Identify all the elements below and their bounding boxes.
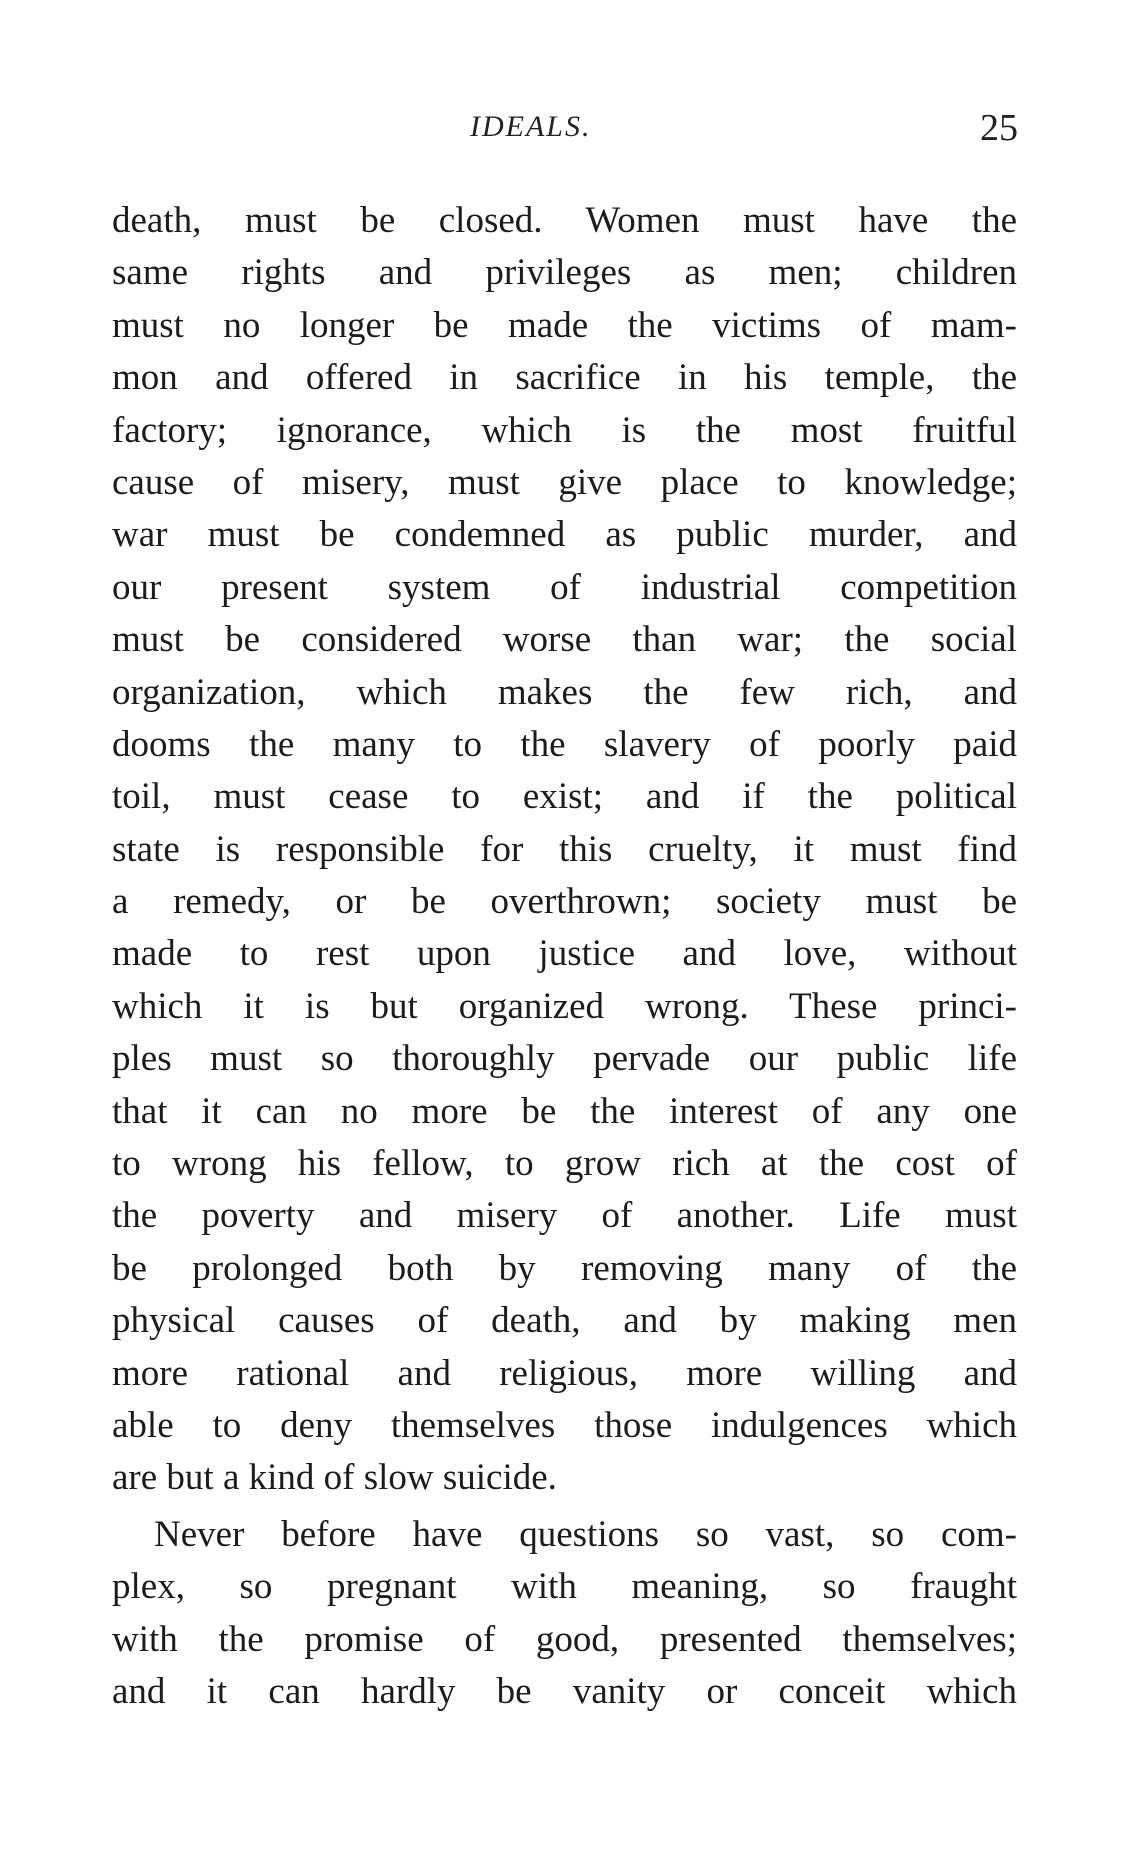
text-line: same rights and privileges as men; children <box>112 252 1017 294</box>
running-title: IDEALS. <box>470 110 592 143</box>
text-line: must no longer be made the victims of mam- <box>112 304 1017 346</box>
text-line: our present system of industrial competition <box>112 566 1017 608</box>
text-line: a remedy, or be overthrown; society must be <box>112 881 1017 923</box>
text-line: cause of misery, must give place to knowledge; <box>112 461 1017 503</box>
running-head <box>0 107 1135 162</box>
text-line: physical causes of death, and by making men <box>112 1300 1017 1342</box>
text-line: that it can no more be the interest of any one <box>112 1090 1017 1132</box>
text-line: plex, so pregnant with meaning, so fraught <box>112 1566 1017 1608</box>
text-line: with the promise of good, presented themselves; <box>112 1618 1017 1660</box>
page-number: 25 <box>980 107 1018 149</box>
text-line: toil, must cease to exist; and if the political <box>112 776 1017 818</box>
text-line: dooms the many to the slavery of poorly paid <box>112 723 1017 765</box>
text-line: must be considered worse than war; the social <box>112 619 1017 661</box>
text-line: are but a kind of slow suicide. <box>112 1457 557 1499</box>
text-line: able to deny themselves those indulgences which <box>112 1404 1017 1446</box>
text-line: more rational and religious, more willing and <box>112 1352 1017 1394</box>
text-line: Never before have questions so vast, so com- <box>154 1513 1017 1555</box>
text-line: the poverty and misery of another. Life must <box>112 1195 1017 1237</box>
text-line: organization, which makes the few rich, and <box>112 671 1017 713</box>
text-line: which it is but organized wrong. These princi- <box>112 985 1017 1027</box>
text-line: be prolonged both by removing many of the <box>112 1247 1017 1289</box>
text-line: to wrong his fellow, to grow rich at the cost of <box>112 1143 1017 1185</box>
text-line: state is responsible for this cruelty, it must find <box>112 828 1017 870</box>
text-line: factory; ignorance, which is the most fruitful <box>112 409 1017 451</box>
text-line: made to rest upon justice and love, without <box>112 933 1017 975</box>
text-line: mon and offered in sacrifice in his temple, the <box>112 357 1017 399</box>
text-line: death, must be closed. Women must have the <box>112 200 1017 241</box>
paragraph-2 <box>112 1509 1017 1719</box>
text-line: and it can hardly be vanity or conceit which <box>112 1670 1017 1712</box>
paragraph-1 <box>112 195 1017 1505</box>
body-text <box>112 195 1017 1718</box>
text-line: ples must so thoroughly pervade our public life <box>112 1038 1017 1080</box>
text-line: war must be condemned as public murder, and <box>112 514 1017 556</box>
